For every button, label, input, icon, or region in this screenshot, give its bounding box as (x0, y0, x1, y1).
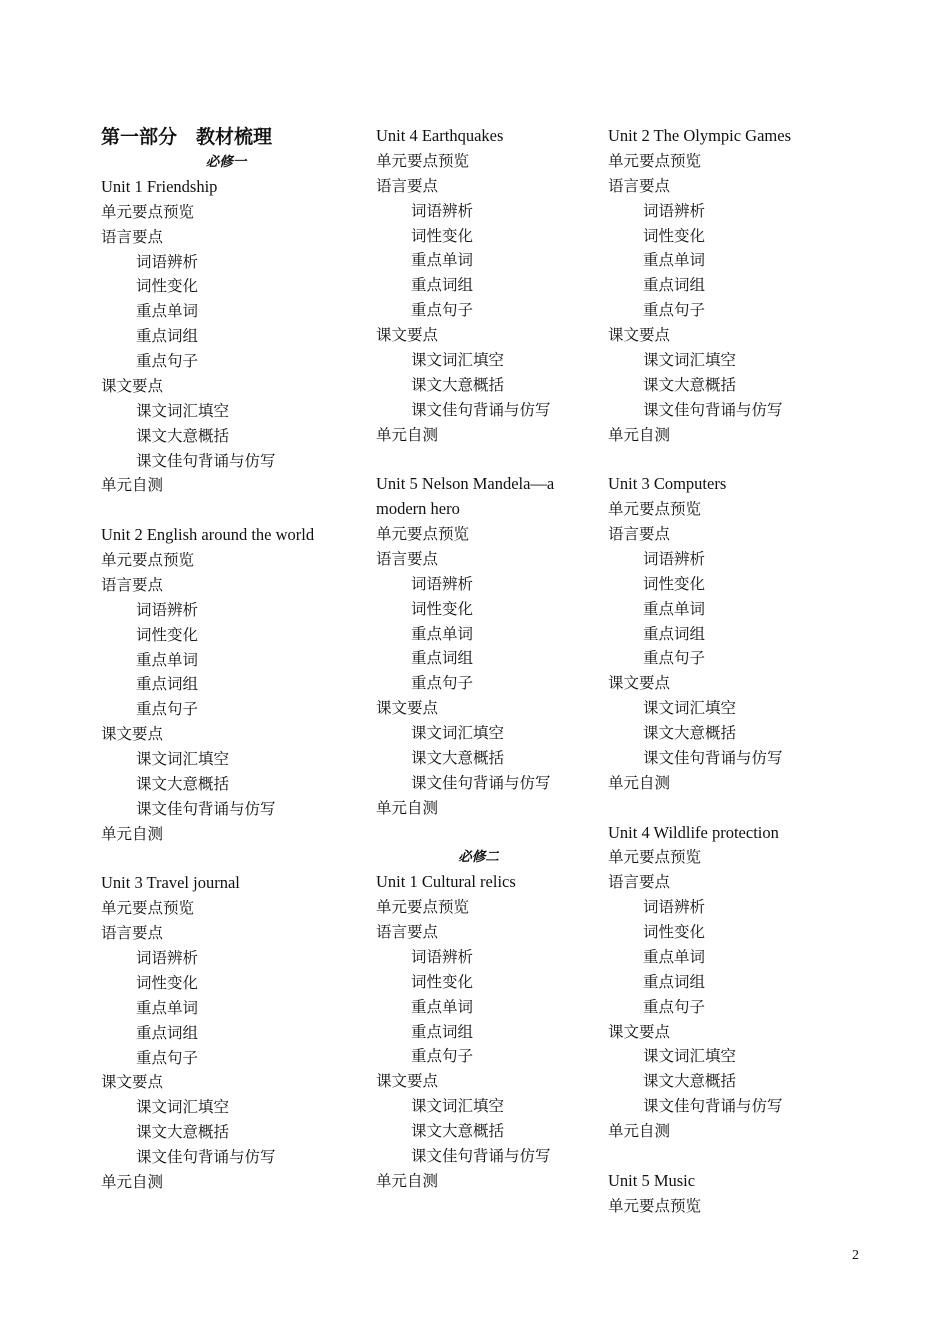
toc-entry: 重点单词 (643, 251, 706, 270)
toc-entry: 重点词组 (136, 675, 199, 694)
toc-entry: 课文佳句背诵与仿写 (643, 1097, 783, 1116)
toc-entry: 单元自测 (101, 476, 164, 495)
toc-entry: 重点句子 (136, 1048, 199, 1067)
toc-entry: 课文大意概括 (136, 1123, 230, 1142)
toc-entry: 课文要点 (608, 1022, 671, 1041)
toc-entry: 语言要点 (101, 227, 164, 246)
toc-entry: 单元要点预览 (608, 500, 702, 519)
toc-entry: 课文佳句背诵与仿写 (643, 400, 783, 419)
toc-entry: 语言要点 (608, 873, 671, 892)
toc-entry: 重点单词 (136, 302, 199, 321)
toc-entry: 课文佳句背诵与仿写 (411, 1146, 551, 1165)
toc-unit-b2u1 (376, 870, 581, 1193)
toc-entry: 词性变化 (136, 625, 199, 644)
toc-entry: 重点句子 (136, 700, 199, 719)
toc-entry: 语言要点 (608, 176, 671, 195)
toc-entry: 重点词组 (643, 624, 706, 643)
part-title: 第一部分 教材梳理 (101, 126, 273, 148)
toc-entry: 课文词汇填空 (136, 401, 230, 420)
toc-entry: 单元自测 (101, 1172, 164, 1191)
toc-entry: 课文要点 (101, 725, 164, 744)
toc-entry: 单元要点预览 (376, 525, 470, 543)
toc-entry: 单元要点预览 (101, 899, 195, 918)
toc-entry: 重点词组 (411, 649, 474, 668)
toc-entry: 重点单词 (643, 599, 706, 618)
toc-entry: 课文佳句背诵与仿写 (411, 773, 551, 792)
toc-unit-b2u5 (608, 1169, 858, 1219)
toc-entry: 课文大意概括 (411, 375, 505, 394)
unit-title: Unit 3 Computers (608, 474, 727, 494)
toc-entry: 词语辨析 (643, 898, 706, 917)
toc-entry: 重点句子 (643, 649, 706, 668)
toc-entry: 单元自测 (608, 425, 671, 444)
toc-entry: 单元自测 (101, 824, 164, 843)
toc-entry: 课文词汇填空 (136, 750, 230, 768)
toc-entry: 重点词组 (643, 276, 706, 295)
toc-entry: 重点句子 (411, 301, 474, 320)
toc-entry: 词性变化 (411, 226, 474, 245)
toc-entry: 课文要点 (376, 699, 439, 718)
toc-entry: 课文大意概括 (136, 426, 230, 445)
toc-entry: 词语辨析 (643, 549, 706, 568)
toc-entry: 课文词汇填空 (643, 350, 737, 369)
toc-entry: 词语辨析 (411, 201, 474, 220)
toc-entry: 重点词组 (411, 276, 474, 295)
toc-entry: 课文佳句背诵与仿写 (643, 748, 783, 767)
toc-entry: 语言要点 (608, 525, 671, 543)
toc-entry: 课文大意概括 (411, 1122, 505, 1140)
toc-entry: 单元要点预览 (608, 1196, 702, 1215)
toc-entry: 词性变化 (136, 277, 199, 296)
unit-title: Unit 3 Travel journal (101, 873, 240, 893)
toc-entry: 词语辨析 (411, 947, 474, 966)
toc-entry: 重点单词 (411, 997, 474, 1016)
toc-entry: 课文要点 (101, 1073, 164, 1092)
toc-entry: 课文要点 (608, 326, 671, 344)
toc-entry: 课文大意概括 (643, 724, 737, 742)
toc-entry: 课文词汇填空 (411, 350, 505, 369)
toc-entry: 课文词汇填空 (411, 1097, 505, 1116)
toc-entry: 单元自测 (376, 425, 439, 444)
toc-entry: 重点词组 (136, 327, 199, 346)
toc-unit-b1u5 (376, 472, 581, 820)
toc-entry: 单元要点预览 (608, 151, 702, 170)
toc-entry: 语言要点 (376, 923, 439, 941)
toc-entry: 重点单词 (411, 624, 474, 643)
toc-entry: 课文词汇填空 (643, 1047, 737, 1066)
toc-entry: 语言要点 (101, 575, 164, 594)
toc-entry: 课文词汇填空 (136, 1098, 230, 1117)
toc-entry: 重点句子 (411, 1047, 474, 1066)
unit-title: Unit 2 The Olympic Games (608, 126, 791, 145)
toc-entry: 词性变化 (411, 972, 474, 991)
toc-entry: 课文佳句背诵与仿写 (136, 451, 276, 470)
toc-unit-b1u3 (101, 871, 351, 1194)
toc-entry: 词语辨析 (643, 201, 706, 220)
toc-entry: 词语辨析 (411, 574, 474, 593)
toc-unit-b1u4 (376, 124, 581, 447)
toc-entry: 课文佳句背诵与仿写 (136, 1148, 276, 1166)
toc-entry: 重点句子 (411, 674, 474, 693)
toc-column-3 (608, 124, 858, 1219)
toc-entry: 词语辨析 (136, 949, 199, 967)
toc-entry: 课文大意概括 (643, 375, 737, 394)
toc-entry: 词性变化 (136, 973, 199, 992)
toc-column-1 (101, 124, 351, 1195)
toc-entry: 语言要点 (101, 924, 164, 943)
toc-entry: 词性变化 (643, 226, 706, 245)
toc-entry: 课文大意概括 (643, 1072, 737, 1091)
toc-entry: 课文大意概括 (411, 748, 505, 767)
toc-entry: 重点词组 (411, 1022, 474, 1041)
unit-title: Unit 1 Cultural relics (376, 872, 516, 892)
toc-entry: 单元要点预览 (101, 551, 195, 569)
toc-unit-b2u4 (608, 821, 858, 1144)
toc-entry: 词性变化 (411, 599, 474, 618)
unit-title: Unit 5 Nelson Mandela—a modern hero (376, 474, 555, 519)
toc-entry: 课文要点 (376, 326, 439, 344)
toc-entry: 课文佳句背诵与仿写 (411, 400, 551, 419)
toc-entry: 课文要点 (376, 1072, 439, 1091)
toc-entry: 课文要点 (608, 674, 671, 693)
toc-entry: 单元自测 (376, 1171, 439, 1190)
toc-entry: 词性变化 (643, 923, 706, 941)
toc-entry: 重点词组 (136, 1023, 199, 1042)
toc-entry: 重点句子 (136, 352, 199, 370)
toc-entry: 重点词组 (643, 972, 706, 991)
toc-entry: 重点单词 (136, 650, 199, 669)
toc-entry: 课文大意概括 (136, 774, 230, 793)
toc-unit-b1u2 (101, 523, 351, 846)
toc-entry: 重点句子 (643, 301, 706, 320)
toc-entry: 重点单词 (411, 251, 474, 270)
unit-title: Unit 5 Music (608, 1170, 696, 1190)
toc-entry: 课文词汇填空 (643, 699, 737, 718)
toc-entry: 词语辨析 (136, 252, 199, 271)
toc-entry: 重点单词 (136, 998, 199, 1017)
unit-title: Unit 4 Earthquakes (376, 126, 504, 145)
toc-entry: 单元要点预览 (376, 151, 470, 170)
unit-title: Unit 2 English around the world (101, 525, 315, 545)
toc-entry: 单元自测 (608, 1122, 671, 1140)
toc-unit-b2u3 (608, 472, 858, 795)
unit-title: Unit 1 Friendship (101, 176, 218, 196)
page-number: 2 (852, 1248, 859, 1263)
toc-entry: 单元要点预览 (101, 202, 195, 221)
book-heading-2: 必修二 (458, 849, 499, 866)
toc-entry: 词性变化 (643, 574, 706, 593)
toc-entry: 单元要点预览 (376, 898, 470, 917)
toc-entry: 语言要点 (376, 549, 439, 568)
toc-entry: 词语辨析 (136, 600, 199, 619)
toc-entry: 课文要点 (101, 376, 164, 395)
toc-entry: 单元要点预览 (608, 848, 702, 867)
toc-unit-b1u1 (101, 175, 351, 498)
toc-entry: 课文词汇填空 (411, 724, 505, 742)
toc-entry: 重点句子 (643, 997, 706, 1016)
toc-column-2 (376, 124, 581, 1194)
toc-entry: 单元自测 (608, 773, 671, 792)
unit-title: Unit 4 Wildlife protection (608, 822, 779, 842)
toc-entry: 课文佳句背诵与仿写 (136, 799, 276, 818)
book-heading-1: 必修一 (205, 154, 247, 170)
toc-entry: 语言要点 (376, 176, 439, 195)
toc-entry: 单元自测 (376, 798, 439, 817)
toc-unit-b2u2 (608, 124, 858, 447)
toc-entry: 重点单词 (643, 947, 706, 966)
